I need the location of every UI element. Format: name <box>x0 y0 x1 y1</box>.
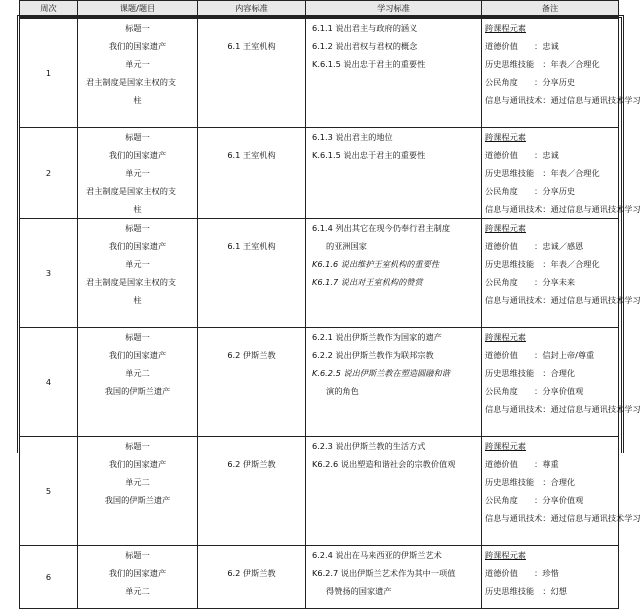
remark-line: 历史思维技能 ：年表／合理化 <box>485 59 600 69</box>
subject-cell <box>78 437 198 546</box>
remark-line: 信息与通讯技术：通过信息与通讯技术学习 <box>485 204 641 214</box>
learning-standard-line: 6.1.3 说出君主的地位 <box>312 132 393 142</box>
week-cell: 1 <box>20 18 78 128</box>
learning-standard-cell <box>306 328 482 437</box>
remark-cell <box>482 219 641 328</box>
syllabus-table <box>19 0 641 609</box>
learning-standard-line: 6.2.4 说出在马来西亚的伊斯兰艺术 <box>312 550 442 560</box>
content-standard-cell: 6.1 王室机构 <box>198 18 306 128</box>
subject-cell <box>78 128 198 219</box>
remark-line: 道德价值 ：珍惜 <box>485 568 559 578</box>
learning-standard-cell <box>306 546 482 609</box>
subject-line: 我们的国家遗产 <box>108 459 167 469</box>
remark-cell <box>482 437 641 546</box>
remark-line: 公民角度 ：分享未来 <box>485 277 576 287</box>
subject-line: 我国的伊斯兰遗产 <box>104 495 171 505</box>
content-standard-cell: 6.2 伊斯兰教 <box>198 546 306 609</box>
remark-line: 信息与通讯技术：通过信息与通讯技术学习 <box>485 404 641 414</box>
table-row <box>20 128 619 219</box>
subject-line: 标题一 <box>125 23 150 33</box>
learning-standard-cell <box>306 128 482 219</box>
subject-line: 我们的国家遗产 <box>108 241 167 251</box>
week-cell: 2 <box>20 128 78 219</box>
subject-cell <box>78 18 198 128</box>
learning-standard-line: 演的角色 <box>326 386 359 396</box>
learning-standard-line: K6.1.6 说出维护王室机构的重要性 <box>312 259 440 269</box>
cross-curricular-heading: 跨课程元素 <box>485 23 526 33</box>
syllabus-sheet <box>19 0 641 609</box>
subject-line: 单元二 <box>125 368 150 378</box>
subject-cell <box>78 546 198 609</box>
learning-standard-line: 6.1.4 列出其它在现今仍奉行君主制度 <box>312 223 451 233</box>
week-cell: 6 <box>20 546 78 609</box>
learning-standard-line: K6.2.7 说出伊斯兰艺术作为其中一项值 <box>312 568 456 578</box>
learning-standard-line: 6.2.2 说出伊斯兰教作为联邦宗教 <box>312 350 434 360</box>
cross-curricular-heading: 跨课程元素 <box>485 223 526 233</box>
learning-standard-cell <box>306 219 482 328</box>
learning-standard-line: 6.2.3 说出伊斯兰教的生活方式 <box>312 441 426 451</box>
subject-line: 君主制度是国家主权的支 <box>86 186 177 196</box>
cross-curricular-heading: 跨课程元素 <box>485 332 526 342</box>
cross-curricular-heading: 跨课程元素 <box>485 441 526 451</box>
remark-cell <box>482 546 619 609</box>
subject-line: 柱 <box>133 204 142 214</box>
remark-cell <box>482 328 641 437</box>
week-cell: 5 <box>20 437 78 546</box>
remark-line: 道德价值 ：忠诚 <box>485 150 559 160</box>
remark-line: 道德价值 ：尊重 <box>485 459 559 469</box>
subject-line: 标题一 <box>125 550 150 560</box>
content-standard-cell: 6.1 王室机构 <box>198 219 306 328</box>
table-row <box>20 219 619 328</box>
remark-cell <box>482 128 641 219</box>
remark-line: 历史思维技能 ：年表／合理化 <box>485 168 600 178</box>
remark-line: 历史思维技能 ：年表／合理化 <box>485 259 600 269</box>
remark-line: 道德价值 ：忠诚 <box>485 41 559 51</box>
learning-standard-line: K6.2.6 说出塑造和谐社会的宗教价值观 <box>312 459 456 469</box>
remark-line: 信息与通讯技术：通过信息与通讯技术学习 <box>485 513 641 523</box>
remark-line: 历史思维技能 ：合理化 <box>485 368 576 378</box>
subject-line: 标题一 <box>125 223 150 233</box>
subject-line: 标题一 <box>125 441 150 451</box>
remark-line: 公民角度 ：分享价值观 <box>485 495 584 505</box>
subject-line: 标题一 <box>125 332 150 342</box>
subject-line: 我国的伊斯兰遗产 <box>104 386 171 396</box>
remark-line: 历史思维技能 ：幻想 <box>485 586 567 596</box>
learning-standard-cell <box>306 437 482 546</box>
subject-line: 单元一 <box>125 259 150 269</box>
week-cell: 3 <box>20 219 78 328</box>
subject-line: 单元二 <box>125 586 150 596</box>
subject-line: 我们的国家遗产 <box>108 350 167 360</box>
remark-line: 公民角度 ：分享价值观 <box>485 386 584 396</box>
remark-line: 信息与通讯技术：通过信息与通讯技术学习 <box>485 295 641 305</box>
cross-curricular-heading: 跨课程元素 <box>485 132 526 142</box>
cross-curricular-heading: 跨课程元素 <box>485 550 526 560</box>
remark-cell <box>482 18 641 128</box>
table-row <box>20 328 619 437</box>
header-week: 周次 <box>20 1 78 18</box>
header-row <box>20 1 619 18</box>
learning-standard-line: 6.1.1 说出君主与政府的涵义 <box>312 23 418 33</box>
week-cell: 4 <box>20 328 78 437</box>
learning-standard-line: 6.2.1 说出伊斯兰教作为国家的遗产 <box>312 332 442 342</box>
table-row <box>20 546 619 609</box>
learning-standard-line: K.6.1.5 说出忠于君主的重要性 <box>312 59 426 69</box>
subject-cell <box>78 328 198 437</box>
learning-standard-line: K6.1.7 说出对王室机构的赞赏 <box>312 277 423 287</box>
table-row <box>20 18 619 128</box>
content-standard-cell: 6.2 伊斯兰教 <box>198 437 306 546</box>
remark-line: 历史思维技能 ：合理化 <box>485 477 576 487</box>
table-row <box>20 437 619 546</box>
subject-line: 我们的国家遗产 <box>108 568 167 578</box>
subject-line: 君主制度是国家主权的支 <box>86 277 177 287</box>
learning-standard-line: 的亚洲国家 <box>326 241 367 251</box>
subject-line: 柱 <box>133 95 142 105</box>
content-standard-cell: 6.1 王室机构 <box>198 128 306 219</box>
remark-line: 道德价值 ：忠诚／感恩 <box>485 241 584 251</box>
subject-cell <box>78 219 198 328</box>
remark-line: 公民角度 ：分享历史 <box>485 186 576 196</box>
header-remark: 备注 <box>482 1 619 18</box>
subject-line: 我们的国家遗产 <box>108 150 167 160</box>
subject-line: 单元一 <box>125 59 150 69</box>
header-learning-standard: 学习标准 <box>306 1 482 18</box>
subject-line: 单元一 <box>125 168 150 178</box>
remark-line: 公民角度 ：分享历史 <box>485 77 576 87</box>
remark-line: 道德价值 ：信封上帝/尊重 <box>485 350 595 360</box>
subject-line: 柱 <box>133 295 142 305</box>
header-subject: 课题/题目 <box>78 1 198 18</box>
header-content-standard: 内容标准 <box>198 1 306 18</box>
learning-standard-line: K.6.2.5 说出伊斯兰教在塑造圆融和谐 <box>312 368 450 378</box>
learning-standard-line: 得赞扬的国家遗产 <box>326 586 392 596</box>
remark-line: 信息与通讯技术：通过信息与通讯技术学习 <box>485 95 641 105</box>
learning-standard-line: 6.1.2 说出君权与君权的概念 <box>312 41 418 51</box>
subject-line: 标题一 <box>125 132 150 142</box>
content-standard-cell: 6.2 伊斯兰教 <box>198 328 306 437</box>
subject-line: 君主制度是国家主权的支 <box>86 77 177 87</box>
subject-line: 单元二 <box>125 477 150 487</box>
subject-line: 我们的国家遗产 <box>108 41 167 51</box>
learning-standard-line: K.6.1.5 说出忠于君主的重要性 <box>312 150 426 160</box>
learning-standard-cell <box>306 18 482 128</box>
